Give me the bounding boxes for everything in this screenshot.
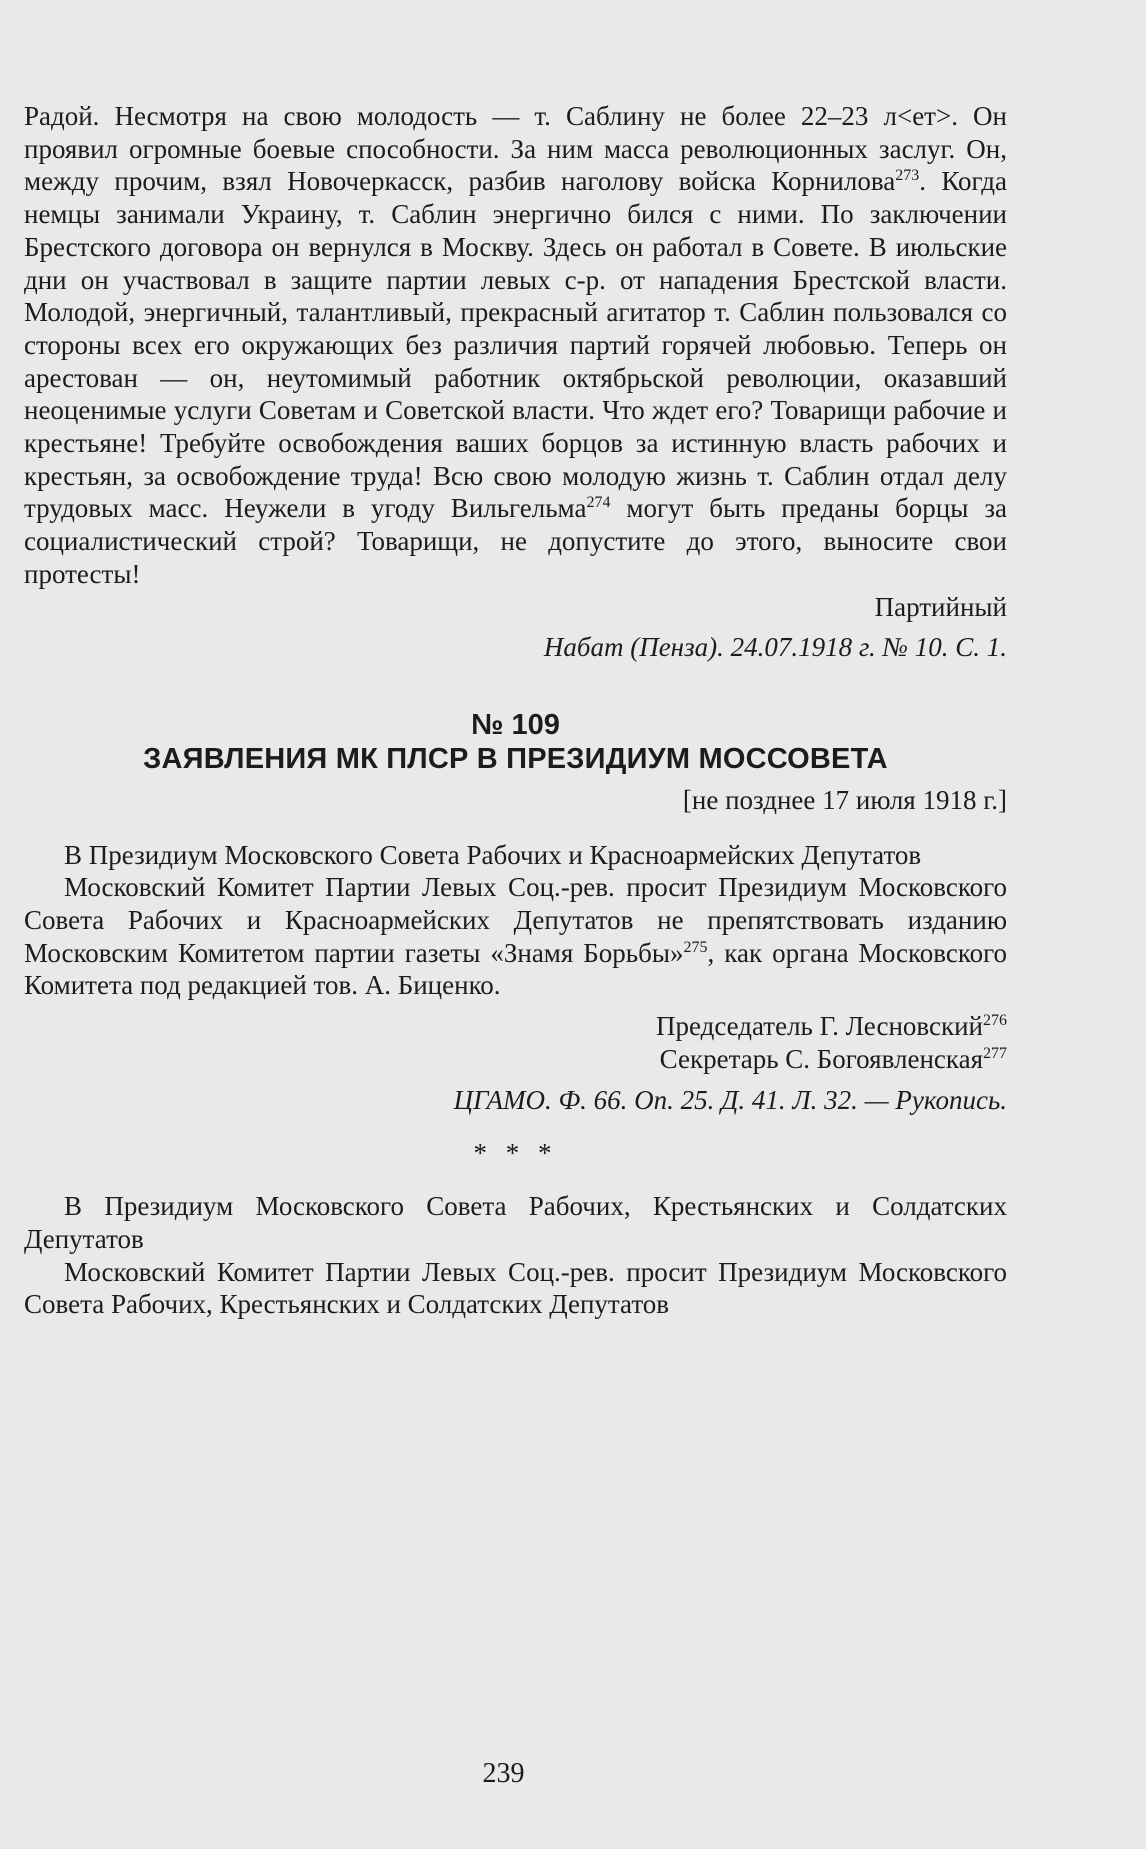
statement1-address: В Президиум Московского Совета Рабочих и Красноармейских Депутатов	[64, 839, 922, 870]
appeal-text-part-2: . Когда немцы занимали Украину, т. Саблин энергично бился с ними. По заключении Брестского договора он вернулся в Москву. Здесь он работал в Совете. В июльские дни он участвовал в защите партии левых с-р. от нападения Брестской власти. Молодой, энергичный, талантливый, прекрасный агитатор т. Саблин пользовался со стороны всех его окружающих без различия партий горячей любовью. Теперь он арестован — он, неутомимый работник октябрьской революции, оказавший неоценимые услуги Советам и Советской власти. Что ждет его? Товарищи рабочие и крестьяне! Требуйте освобождения ваших борцов за истинную власть рабочих и крестьян, за освобождение труда! Всю свою молодую жизнь т. Саблин отдал делу трудовых масс. Неужели в угоду Вильгельма	[24, 166, 1007, 524]
statement1-body-part-1: Московский Комитет Партии Левых Соц.-рев. просит Президиум Московского Совета Рабочих и Красноармейских Депутатов не препятствовать изданию Московским Комитетом партии газеты «Знамя Борьбы»	[24, 872, 1007, 968]
statement2-address: В Президиум Московского Совета Рабочих, Крестьянских и Солдатских Депутатов	[24, 1191, 1007, 1254]
footnote-ref-276: 276	[983, 1012, 1007, 1030]
statement1-body-part-2: , как органа Московского Комитета под редакцией тов. А. Биценко.	[24, 937, 1008, 1001]
page-content	[24, 100, 1007, 1321]
footnote-ref-275: 275	[683, 938, 708, 956]
footnote-ref-274: 274	[586, 494, 611, 512]
footnote-ref-277: 277	[983, 1044, 1007, 1062]
statement2-body: Московский Комитет Партии Левых Соц.-рев. просит Президиум Московского Совета Рабочих, Крестьянских и Солдатских Депутатов	[24, 1256, 1007, 1320]
footnote-ref-273: 273	[895, 167, 920, 185]
document-title: ЗАЯВЛЕНИЯ МК ПЛСР В ПРЕЗИДИУМ МОССОВЕТА	[143, 742, 888, 775]
secretary-signature	[24, 1043, 1007, 1076]
chairman-signature	[24, 1010, 1007, 1043]
signature-partiyny: Партийный	[874, 591, 1007, 622]
appeal-text-part-1: Радой. Несмотря на свою молодость — т. Саблину не более 22–23 л<ет>. Он проявил огромные боевые способности. За ним масса революционных заслуг. Он, между прочим, взял Новочеркасск, разбив наголову войска Корнилова	[24, 101, 1007, 197]
chairman-name: Председатель Г. Лесновский	[655, 1011, 983, 1042]
statement1-body	[24, 871, 1007, 1002]
appeal-text-part-3: могут быть преданы борцы за социалистический строй? Товарищи, не допустите до этого, выносите свои протесты!	[24, 493, 1007, 589]
source-tsgamo: ЦГАМО. Ф. 66. Оп. 25. Д. 41. Л. 32. — Рукопись.	[453, 1084, 1007, 1115]
secretary-name: Секретарь С. Богоявленская	[659, 1043, 983, 1074]
source-nabat: Набат (Пенза). 24.07.1918 г. № 10. С. 1.	[543, 632, 1007, 663]
page-number: 239	[482, 1758, 525, 1789]
appeal-paragraph	[24, 100, 1007, 591]
section-separator: * * *	[473, 1138, 558, 1169]
document-date: [не позднее 17 июля 1918 г.]	[682, 784, 1007, 815]
document-number: № 109	[471, 708, 560, 741]
